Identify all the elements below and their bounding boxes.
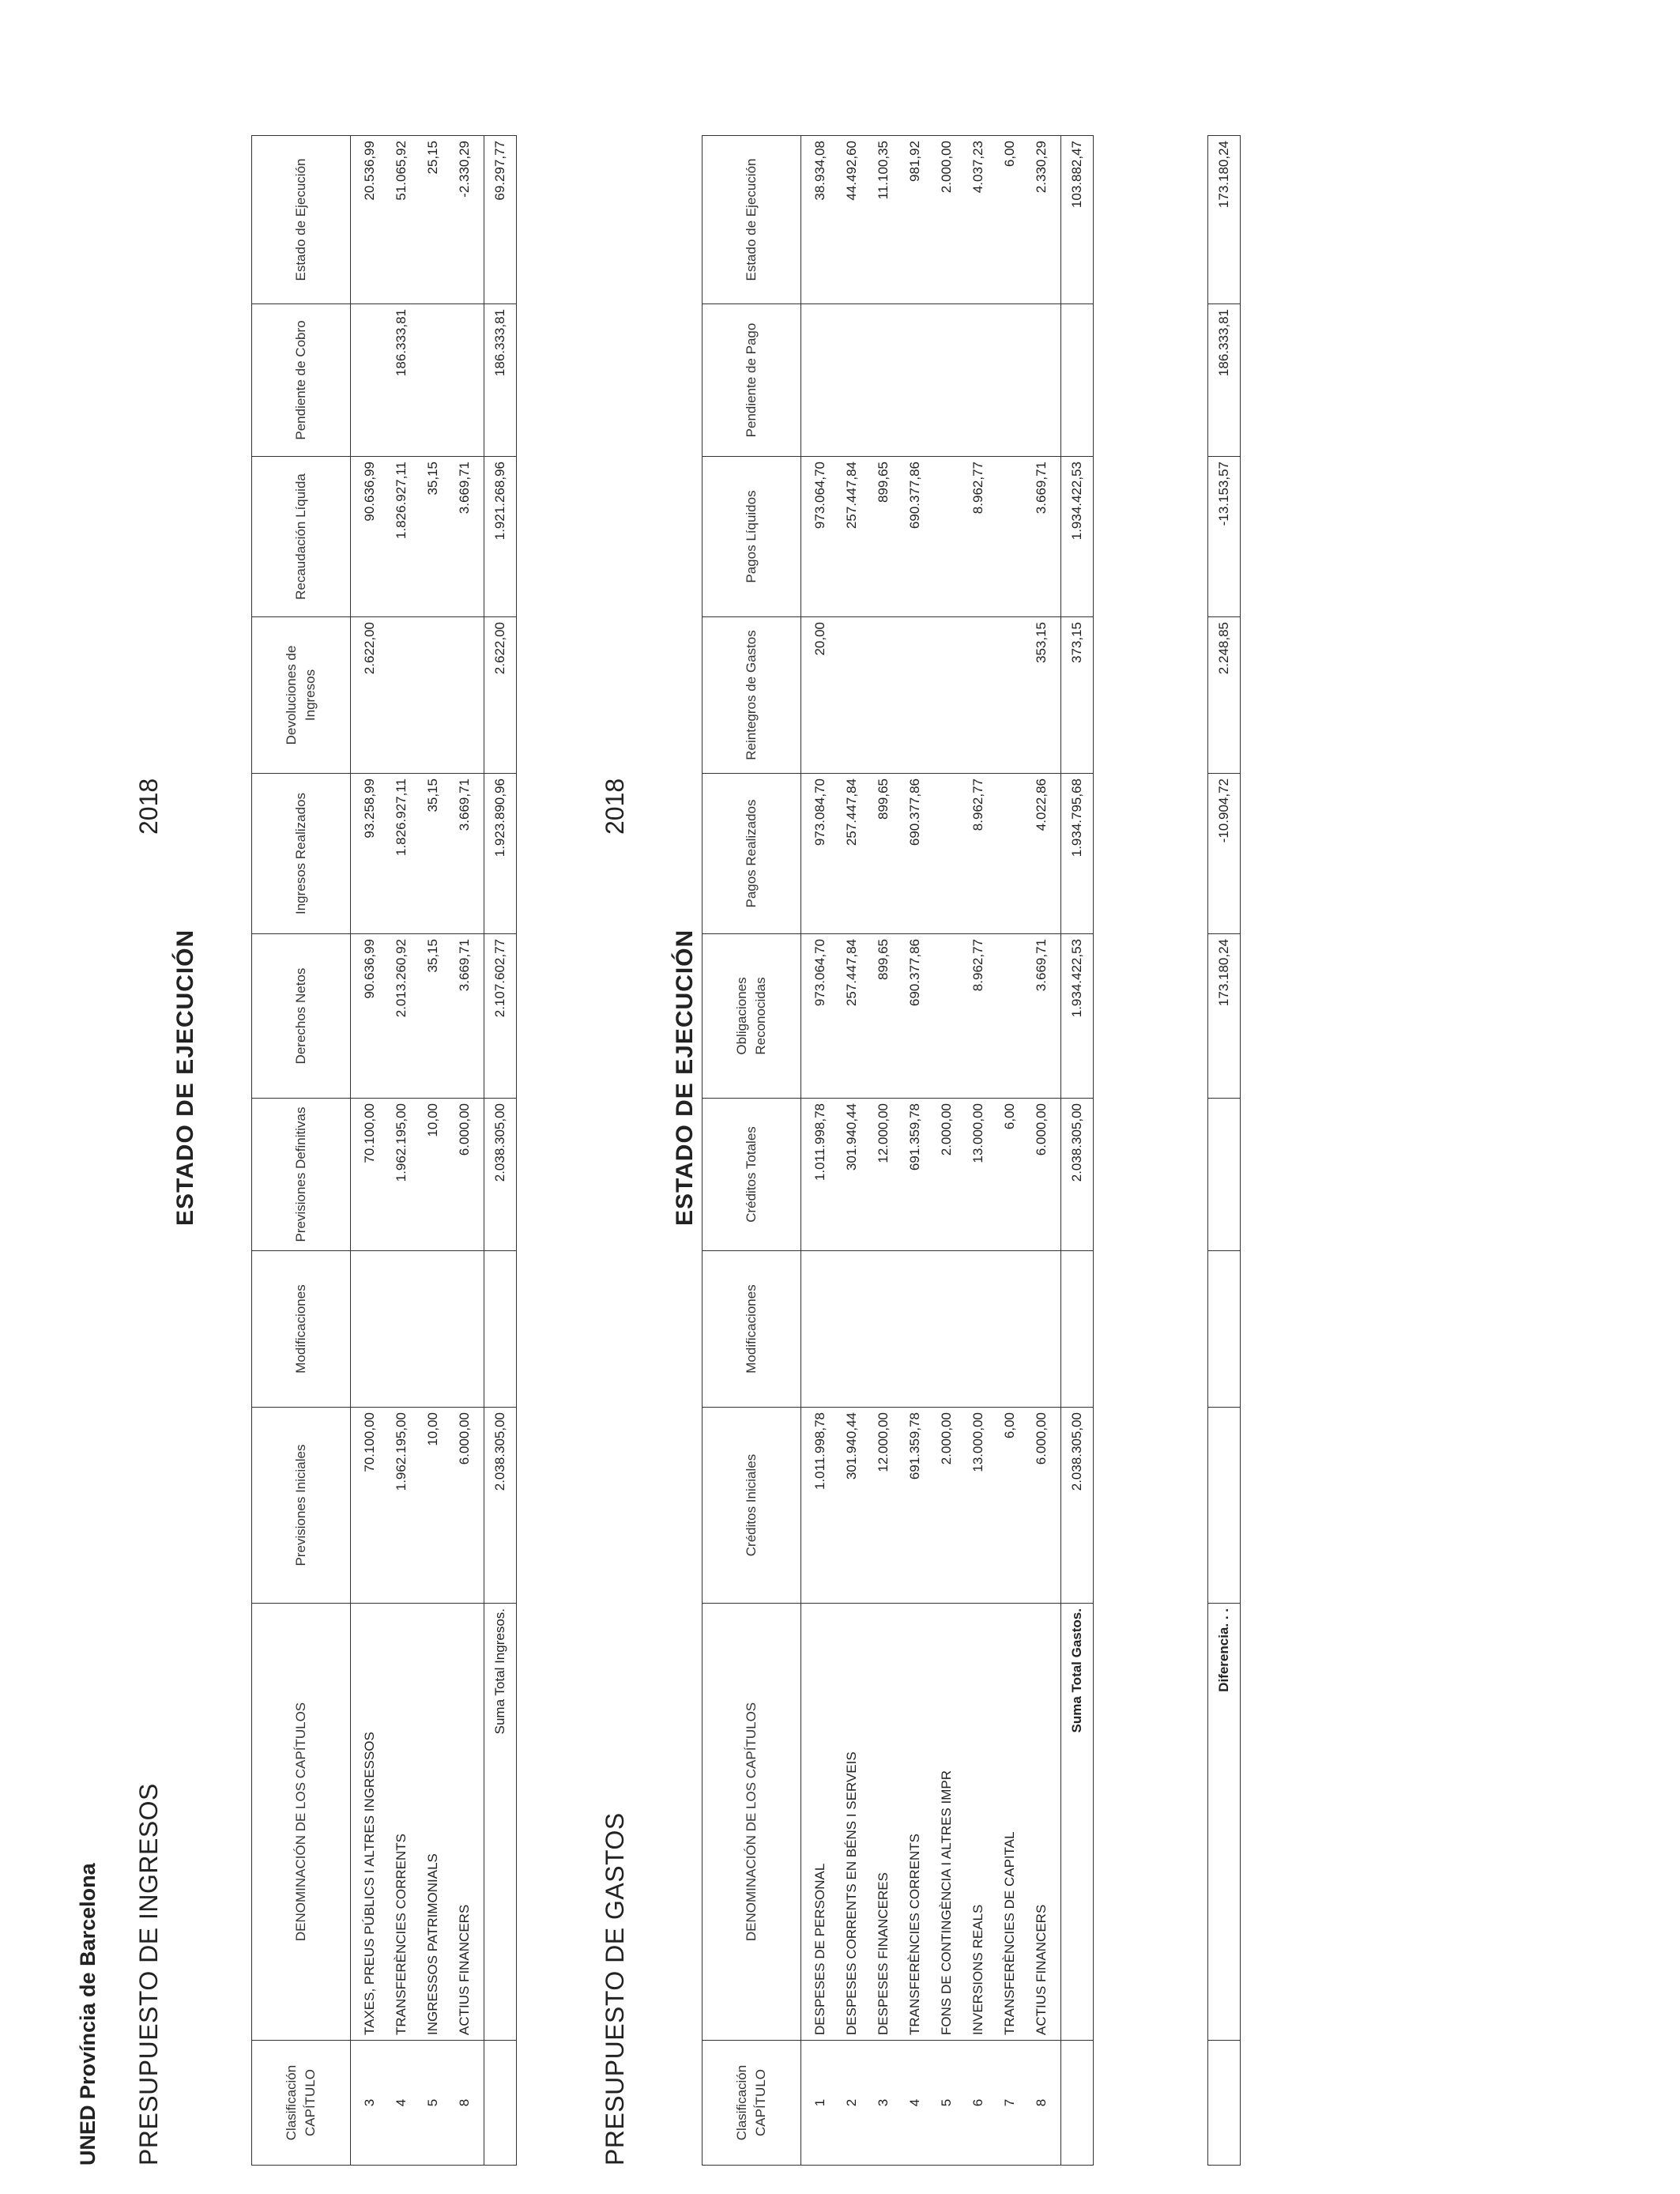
column-header: Pendiente de Cobro: [252, 304, 351, 457]
total-cell: 1.934.422,53: [1061, 934, 1094, 1099]
column-header: Estado de Ejecución: [252, 136, 351, 304]
table-cell: 2.622,00: [362, 622, 377, 675]
total-cell: 2.038.305,00: [1061, 1408, 1094, 1604]
column-header: Modificaciones: [703, 1251, 801, 1408]
table-cell: [354, 1256, 386, 1402]
total-cell: [1061, 2041, 1094, 2166]
table-cell: [868, 309, 899, 451]
table-cell: 70.100,00: [362, 1103, 377, 1163]
header-row: [252, 136, 351, 2166]
column-cells: [351, 1604, 484, 2041]
total-cell: 1.921.268,96: [484, 457, 517, 617]
diferencia-cell: 186.333,81: [1208, 304, 1241, 457]
column-header: Créditos Iniciales: [703, 1408, 801, 1604]
table-cell: 35,15: [425, 462, 440, 496]
table-cell: [836, 622, 868, 768]
table-cell: 899,65: [876, 778, 891, 820]
table-cell: 3.669,71: [1034, 462, 1049, 515]
table-cell: [804, 1256, 836, 1402]
column-header: Devoluciones de Ingresos: [252, 617, 351, 774]
table-cell: [868, 622, 899, 768]
organization-name: UNED Província de Barcelona: [76, 1863, 100, 2166]
table-cell: 4: [394, 2098, 409, 2107]
table-cell: 12.000,00: [876, 1103, 891, 1163]
table-cell: 6,00: [1002, 1412, 1017, 1439]
ingresos-title: PRESUPUESTO DE INGRESOS: [134, 1783, 163, 2166]
total-row: [484, 136, 517, 2166]
table-cell: 4.022,86: [1034, 778, 1049, 831]
table-cell: 8: [1034, 2098, 1049, 2107]
table-cell: 12.000,00: [876, 1412, 891, 1472]
column-header: Previsiones Definitivas: [252, 1099, 351, 1251]
table-cell: 973.064,70: [812, 939, 827, 1007]
table-cell: 257.447,84: [844, 778, 859, 846]
gastos-title: PRESUPUESTO DE GASTOS: [601, 1812, 629, 2166]
column-header: Pendiente de Pago: [703, 304, 801, 457]
table-cell: 13.000,00: [970, 1412, 985, 1472]
table-cell: 257.447,84: [844, 462, 859, 530]
table-cell: [931, 778, 962, 929]
column-header: Modificaciones: [252, 1251, 351, 1408]
table-cell: [962, 622, 994, 768]
column-cells: [351, 304, 484, 457]
table-cell: 690.377,86: [907, 778, 922, 846]
total-row: [1061, 136, 1094, 2166]
table-cell: 10,00: [425, 1103, 440, 1137]
diferencia-row: [1208, 136, 1241, 2166]
table-cell: 5: [425, 2098, 440, 2107]
table-cell: [994, 309, 1026, 451]
column-header: Pagos Líquidos: [703, 457, 801, 617]
table-cell: 257.447,84: [844, 939, 859, 1007]
table-cell: 90.636,99: [362, 462, 377, 522]
table-cell: [836, 1256, 868, 1402]
table-cell: 51.065,92: [394, 141, 409, 201]
table-cell: [836, 309, 868, 451]
diferencia-cell: [1208, 1408, 1241, 1604]
table-cell: 691.359,78: [907, 1412, 922, 1480]
column-cells: [351, 1251, 484, 1408]
table-cell: 1.011.998,78: [812, 1412, 827, 1490]
table-cell: 353,15: [1034, 622, 1049, 663]
table-cell: ACTIUS FINANCERS: [457, 1904, 472, 2035]
total-cell: 2.038.305,00: [484, 1099, 517, 1251]
table-cell: 93.258,99: [362, 778, 377, 839]
table-cell: 690.377,86: [907, 939, 922, 1007]
table-cell: 8: [457, 2098, 472, 2107]
diferencia-table: [1207, 135, 1241, 2166]
table-cell: 4: [907, 2098, 922, 2107]
table-cell: 2: [844, 2098, 859, 2107]
total-label: Suma Total Ingresos.: [484, 1604, 517, 2041]
table-cell: 1: [812, 2098, 827, 2107]
total-cell: 1.923.890,96: [484, 774, 517, 934]
table-cell: [417, 309, 449, 451]
table-cell: [994, 462, 1026, 612]
column-header: Estado de Ejecución: [703, 136, 801, 304]
table-cell: 5: [939, 2098, 954, 2107]
column-header: Recaudación Líquida: [252, 457, 351, 617]
total-cell: 2.038.305,00: [484, 1408, 517, 1604]
diferencia-cell: [1208, 1251, 1241, 1408]
table-cell: [868, 1256, 899, 1402]
column-cells: [351, 934, 484, 1099]
table-cell: 8.962,77: [970, 939, 985, 992]
total-cell: [484, 1251, 517, 1408]
table-cell: TRANSFERÈNCIES CORRENTS: [907, 1833, 922, 2035]
table-cell: 3.669,71: [457, 939, 472, 992]
diferencia-label: Diferencia. . .: [1208, 1604, 1241, 2041]
column-header: Obligaciones Reconocidas: [703, 934, 801, 1099]
total-cell: 2.107.602,77: [484, 934, 517, 1099]
table-cell: [899, 309, 931, 451]
table-cell: 35,15: [425, 939, 440, 973]
column-header: Créditos Totales: [703, 1099, 801, 1251]
table-cell: 691.359,78: [907, 1103, 922, 1171]
table-cell: [449, 1256, 480, 1402]
table-cell: [804, 309, 836, 451]
table-cell: [417, 622, 449, 768]
table-cell: 3: [362, 2098, 377, 2107]
table-cell: 899,65: [876, 939, 891, 980]
column-cells: [801, 136, 1061, 304]
table-cell: [354, 309, 386, 451]
table-cell: 25,15: [425, 141, 440, 175]
table-cell: 2.000,00: [939, 1103, 954, 1156]
table-cell: [931, 1256, 962, 1402]
gastos-heading: ESTADO DE EJECUCIÓN: [672, 929, 698, 1226]
column-cells: [351, 457, 484, 617]
column-cells: [351, 617, 484, 774]
total-cell: [1061, 1251, 1094, 1408]
table-cell: 981,92: [907, 141, 922, 182]
diferencia-cell: -13.153,57: [1208, 457, 1241, 617]
column-header: DENOMINACIÓN DE LOS CAPÍTULOS: [703, 1604, 801, 2041]
gastos-year: 2018: [601, 778, 629, 835]
table-cell: [931, 622, 962, 768]
table-cell: INVERSIONS REALS: [970, 1904, 985, 2035]
total-cell: 103.882,47: [1061, 136, 1094, 304]
table-cell: DESPESES FINANCERES: [876, 1872, 891, 2035]
table-cell: 8.962,77: [970, 462, 985, 515]
table-cell: [899, 1256, 931, 1402]
table-cell: [994, 1256, 1026, 1402]
diferencia-cell: 2.248,85: [1208, 617, 1241, 774]
table-cell: 38.934,08: [812, 141, 827, 201]
total-cell: [484, 2041, 517, 2166]
column-cells: [801, 1604, 1061, 2041]
table-cell: 690.377,86: [907, 462, 922, 530]
table-cell: 1.962.195,00: [394, 1103, 409, 1182]
table-cell: -2.330,29: [457, 141, 472, 198]
table-cell: 899,65: [876, 462, 891, 503]
table-cell: [386, 622, 417, 768]
table-cell: 44.492,60: [844, 141, 859, 201]
table-cell: 1.826.927,11: [394, 462, 409, 539]
diferencia-cell: -10.904,72: [1208, 774, 1241, 934]
column-cells: [801, 1408, 1061, 1604]
column-header: DENOMINACIÓN DE LOS CAPÍTULOS: [252, 1604, 351, 2041]
table-cell: [962, 1256, 994, 1402]
column-header: Ingresos Realizados: [252, 774, 351, 934]
table-cell: 6,00: [1002, 1103, 1017, 1130]
table-cell: [931, 309, 962, 451]
diferencia-cell: 173.180,24: [1208, 934, 1241, 1099]
table-cell: TAXES, PREUS PÚBLICS I ALTRES INGRESSOS: [362, 1732, 377, 2035]
table-cell: 4.037,23: [970, 141, 985, 194]
column-cells: [801, 617, 1061, 774]
table-cell: 2.013.260,92: [394, 939, 409, 1018]
total-cell: 2.622,00: [484, 617, 517, 774]
table-cell: [994, 622, 1026, 768]
column-cells: [351, 1408, 484, 1604]
ingresos-table: [251, 135, 517, 2166]
column-header: Previsiones Iniciales: [252, 1408, 351, 1604]
ingresos-heading: ESTADO DE EJECUCIÓN: [172, 929, 198, 1226]
table-cell: [1026, 309, 1057, 451]
total-cell: [1061, 304, 1094, 457]
table-cell: DESPESES DE PERSONAL: [812, 1863, 827, 2035]
column-cells: [801, 1099, 1061, 1251]
table-cell: TRANSFERÈNCIES CORRENTS: [394, 1833, 409, 2035]
table-cell: 2.000,00: [939, 1412, 954, 1465]
column-cells: [351, 1099, 484, 1251]
column-header: Reintegros de Gastos: [703, 617, 801, 774]
table-cell: FONS DE CONTINGÈNCIA I ALTRES IMPR: [939, 1770, 954, 2035]
table-cell: 973.064,70: [812, 462, 827, 530]
table-cell: 2.330,29: [1034, 141, 1049, 194]
body-rows: [801, 136, 1061, 2166]
table-cell: 3.669,71: [457, 778, 472, 831]
table-cell: 1.826.927,11: [394, 778, 409, 856]
table-cell: 3.669,71: [457, 462, 472, 515]
table-cell: 3.669,71: [1034, 939, 1049, 992]
column-cells: [801, 934, 1061, 1099]
table-cell: TRANSFERÈNCIES DE CAPITAL: [1002, 1831, 1017, 2035]
column-cells: [801, 1251, 1061, 1408]
body-rows: [351, 136, 484, 2166]
table-cell: 6.000,00: [1034, 1103, 1049, 1156]
table-cell: 6.000,00: [1034, 1412, 1049, 1465]
table-cell: ACTIUS FINANCERS: [1034, 1904, 1049, 2035]
total-cell: 186.333,81: [484, 304, 517, 457]
column-cells: [351, 774, 484, 934]
table-cell: [994, 939, 1026, 1093]
table-cell: 11.100,35: [876, 141, 891, 200]
column-cells: [351, 2041, 484, 2166]
table-cell: 7: [1002, 2098, 1017, 2107]
table-cell: [899, 622, 931, 768]
table-cell: 301.940,44: [844, 1412, 859, 1480]
column-header: Pagos Realizados: [703, 774, 801, 934]
column-cells: [801, 304, 1061, 457]
table-cell: 973.084,70: [812, 778, 827, 846]
table-cell: 2.000,00: [939, 141, 954, 194]
table-cell: [931, 939, 962, 1093]
ingresos-year: 2018: [134, 778, 163, 835]
table-cell: [417, 1256, 449, 1402]
table-cell: 6,00: [1002, 141, 1017, 168]
table-cell: 186.333,81: [394, 309, 409, 377]
table-cell: 3: [876, 2098, 891, 2107]
diferencia-cell: 173.180,24: [1208, 136, 1241, 304]
total-cell: 1.934.422,53: [1061, 457, 1094, 617]
table-cell: 13.000,00: [970, 1103, 985, 1163]
diferencia-cell: [1208, 1099, 1241, 1251]
column-cells: [801, 774, 1061, 934]
table-cell: 1.962.195,00: [394, 1412, 409, 1491]
column-header: Clasificación CAPÍTULO: [252, 2041, 351, 2166]
table-cell: [994, 778, 1026, 929]
total-cell: 2.038.305,00: [1061, 1099, 1094, 1251]
table-cell: [449, 622, 480, 768]
total-cell: 69.297,77: [484, 136, 517, 304]
table-cell: 8.962,77: [970, 778, 985, 831]
total-cell: 1.934.795,68: [1061, 774, 1094, 934]
table-cell: 6.000,00: [457, 1103, 472, 1156]
gastos-table: [702, 135, 1094, 2166]
table-cell: 20.536,99: [362, 141, 377, 201]
table-cell: DESPESES CORRENTS EN BÉNS I SERVEIS: [844, 1751, 859, 2035]
table-cell: [449, 309, 480, 451]
column-header: Derechos Netos: [252, 934, 351, 1099]
table-cell: 35,15: [425, 778, 440, 812]
header-row: [703, 136, 801, 2166]
total-cell: 373,15: [1061, 617, 1094, 774]
table-cell: 20,00: [812, 622, 827, 656]
table-cell: INGRESSOS PATRIMONIALS: [425, 1853, 440, 2035]
column-cells: [801, 2041, 1061, 2166]
table-cell: 301.940,44: [844, 1103, 859, 1171]
table-cell: [386, 1256, 417, 1402]
table-cell: 90.636,99: [362, 939, 377, 999]
table-cell: [931, 462, 962, 612]
table-cell: 10,00: [425, 1412, 440, 1446]
table-cell: [1026, 1256, 1057, 1402]
column-cells: [801, 457, 1061, 617]
column-cells: [351, 136, 484, 304]
table-cell: 6.000,00: [457, 1412, 472, 1465]
table-cell: 1.011.998,78: [812, 1103, 827, 1181]
table-cell: 70.100,00: [362, 1412, 377, 1472]
diferencia-cell: [1208, 2041, 1241, 2166]
table-cell: [962, 309, 994, 451]
column-header: Clasificación CAPÍTULO: [703, 2041, 801, 2166]
total-label: Suma Total Gastos.: [1061, 1604, 1094, 2041]
table-cell: 6: [970, 2098, 985, 2107]
